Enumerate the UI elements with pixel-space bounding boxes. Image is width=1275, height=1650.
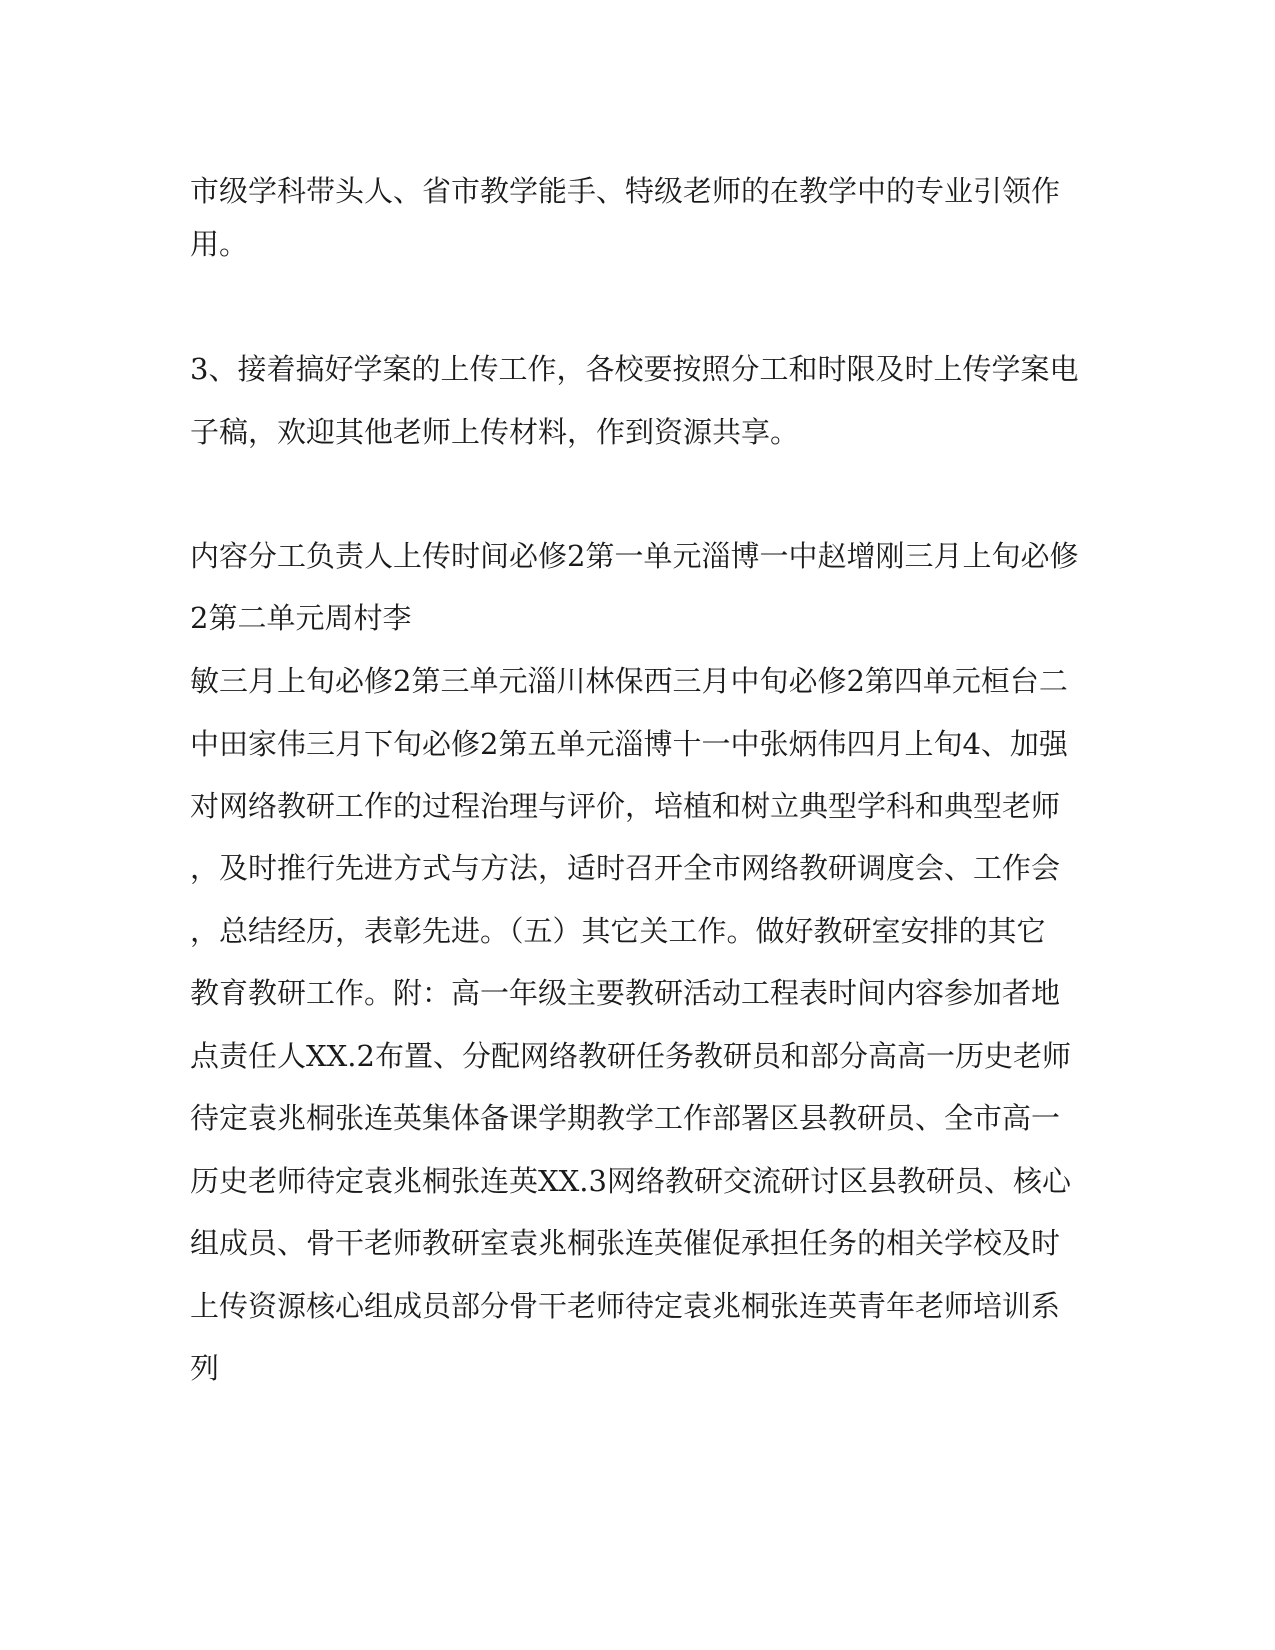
text-line-9: 对网络教研工作的过程治理与评价，培植和树立典型学科和典型老师 bbox=[190, 789, 1061, 823]
text-line-6: 2第二单元周村李 bbox=[190, 601, 412, 635]
text-line-16: 组成员、骨干老师教研室袁兆桐张连英催促承担任务的相关学校及时 bbox=[190, 1226, 1061, 1260]
text-line-12: 教育教研工作。附：高一年级主要教研活动工程表时间内容参加者地 bbox=[190, 976, 1061, 1010]
text-line-15: 历史老师待定袁兆桐张连英XX.3网络教研交流研讨区县教研员、核心 bbox=[190, 1164, 1071, 1198]
text-line-5: 内容分工负责人上传时间必修2第一单元淄博一中赵增刚三月上旬必修 bbox=[190, 539, 1079, 573]
text-line-14: 待定袁兆桐张连英集体备课学期教学工作部署区县教研员、全市高一 bbox=[190, 1101, 1061, 1135]
text-line-4: 子稿，欢迎其他老师上传材料，作到资源共享。 bbox=[190, 415, 800, 449]
text-line-13: 点责任人XX.2布置、分配网络教研任务教研员和部分高高一历史老师 bbox=[190, 1039, 1071, 1073]
text-line-2: 用。 bbox=[190, 227, 249, 261]
text-line-3: 3、接着搞好学案的上传工作，各校要按照分工和时限及时上传学案电 bbox=[190, 352, 1079, 386]
text-line-17: 上传资源核心组成员部分骨干老师待定袁兆桐张连英青年老师培训系 bbox=[190, 1289, 1061, 1323]
text-line-10: ，及时推行先进方式与方法，适时召开全市网络教研调度会、工作会 bbox=[190, 851, 1061, 885]
text-line-18: 列 bbox=[190, 1351, 220, 1385]
text-line-11: ，总结经历，表彰先进。（五）其它关工作。做好教研室安排的其它 bbox=[190, 914, 1046, 948]
text-line-7: 敏三月上旬必修2第三单元淄川林保西三月中旬必修2第四单元桓台二 bbox=[190, 664, 1068, 698]
text-line-1: 市级学科带头人、省市教学能手、特级老师的在教学中的专业引领作 bbox=[190, 174, 1061, 208]
text-line-8: 中田家伟三月下旬必修2第五单元淄博十一中张炳伟四月上旬4、加强 bbox=[190, 727, 1068, 761]
